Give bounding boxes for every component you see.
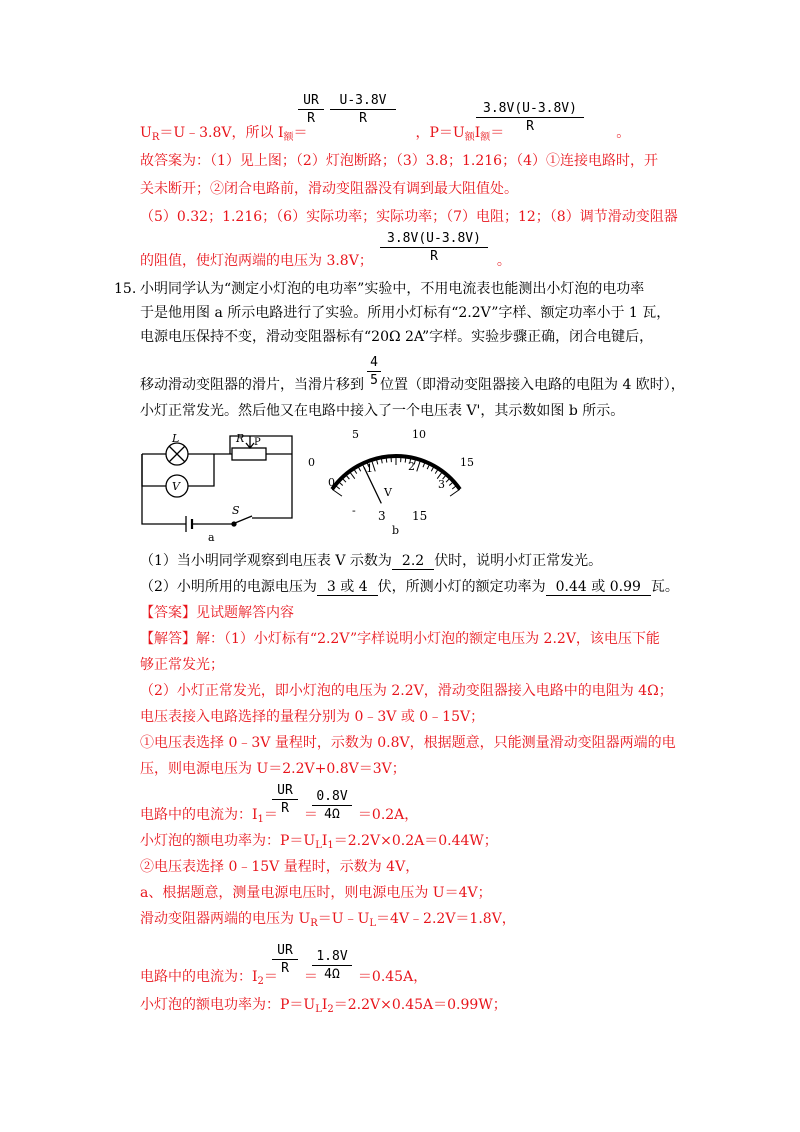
answer-tag: 【答案】见试题解答内容 xyxy=(140,605,294,621)
question-line-4 xyxy=(140,376,685,394)
frac-num: 3.8V(U-3.8V) xyxy=(483,101,577,116)
answer-line-3: （5）0.32；1.216；（6）实际功率；实际功率；（7）电阻；12；（8）调节滑动变阻器 xyxy=(140,209,678,225)
formula-line-1 xyxy=(140,124,630,147)
analysis-line-4: 电压表接入电路选择的量程分别为 0﹣3V 或 0﹣15V； xyxy=(140,709,485,725)
scale-top-5: 5 xyxy=(352,428,359,441)
text: ＝2.2V×0.2A＝0.44W； xyxy=(333,833,498,849)
answer-line-2: 关未断开；②闭合电路前，滑动变阻器没有调到最大阻值处。 xyxy=(140,181,518,197)
analysis-line-6: 压，则电源电压为 U＝2.2V+0.8V＝3V； xyxy=(140,761,406,777)
label-l: L xyxy=(172,432,180,445)
sub-question-1 xyxy=(140,552,602,570)
scale-top-15: 15 xyxy=(460,456,474,469)
frac-den: R xyxy=(281,801,289,816)
scale-bottom-2: 2 xyxy=(408,460,415,473)
text: I xyxy=(321,833,328,849)
analysis-line-3: （2）小灯正常发光，即小灯泡的电压为 2.2V，滑动变阻器接入电路中的电阻为 4Ω； xyxy=(140,683,673,699)
subscript: L xyxy=(315,1004,322,1015)
current-i2-line xyxy=(140,968,427,991)
sub-question-2 xyxy=(140,578,679,596)
analysis-line-2: 够正常发光； xyxy=(140,657,224,673)
text: ＝ xyxy=(263,807,278,823)
subscript: 2 xyxy=(257,976,264,987)
text: 位置（即滑动变阻器接入电路的电阻为 4 欧时）， xyxy=(380,377,685,393)
text: ，P＝U xyxy=(415,125,465,141)
question-line-3: 电源电压保持不变，滑动变阻器标有“20Ω 2A”字样。实验步骤正确，闭合电键后， xyxy=(140,329,654,345)
fraction-ur-over-r xyxy=(298,92,324,127)
text: 滑动变阻器两端的电压为 U xyxy=(140,911,311,927)
text: 伏时，说明小灯正常发光。 xyxy=(434,553,603,569)
question-line-5: 小灯正常发光。然后他又在电路中接入了一个电压表 V'，其示数如图 b 所示。 xyxy=(140,403,625,419)
text: 电路中的电流为：I xyxy=(140,807,258,823)
analysis-line-8: a、根据题意，测量电源电压时，则电源电压为 U＝4V； xyxy=(140,885,492,901)
text: 伏，所测小灯的额定功率为 xyxy=(377,579,546,595)
answer-blank-3: 0.44 或 0.99 xyxy=(546,579,651,596)
frac-num: UR xyxy=(303,93,319,108)
text: I xyxy=(321,997,328,1013)
question-line-1: 小明同学认为“测定小灯泡的电功率”实验中，不用电流表也能测出小灯泡的电功率 xyxy=(140,281,645,297)
text: ＝0.2A， xyxy=(357,807,419,823)
text: ＝0.45A， xyxy=(357,969,428,985)
label-v: V xyxy=(172,480,180,493)
frac-num: 4 xyxy=(370,355,378,370)
scale-top-0: 0 xyxy=(308,456,315,469)
text: ＝ xyxy=(303,969,318,985)
label-s: S xyxy=(232,504,240,517)
frac-den: R xyxy=(430,249,438,264)
frac-num: 3.8V(U-3.8V) xyxy=(387,231,481,246)
frac-num: UR xyxy=(277,943,293,958)
text: ＝U﹣U xyxy=(317,911,370,927)
text: 的阻值，使灯泡两端的电压为 3.8V； xyxy=(140,253,373,269)
question-number: 15. xyxy=(114,281,137,297)
power-p1-line xyxy=(140,832,498,855)
frac-den: R xyxy=(359,111,367,126)
text: ＝4V﹣2.2V＝1.8V， xyxy=(376,911,516,927)
frac-den: R xyxy=(307,111,315,126)
text: （2）小明所用的电源电压为 xyxy=(140,579,317,595)
text: ＝U﹣3.8V，所以 I xyxy=(159,125,284,141)
answer-line-4 xyxy=(140,252,511,270)
text: ＝ xyxy=(293,125,308,141)
analysis-line-7: ②电压表选择 0﹣15V 量程时，示数为 4V， xyxy=(140,859,420,875)
subscript: R xyxy=(310,918,318,929)
subscript: L xyxy=(369,918,377,929)
analysis-line-5: ①电压表选择 0﹣3V 量程时，示数为 0.8V，根据题意，只能测量滑动变阻器两端的电 xyxy=(140,735,676,751)
subscript: 额 xyxy=(283,132,294,143)
caption-b: b xyxy=(392,524,400,537)
frac-den: 4Ω xyxy=(324,807,340,822)
subscript: 1 xyxy=(327,840,334,851)
frac-den: 5 xyxy=(370,373,378,388)
label-p: P xyxy=(254,437,261,448)
text: 移动滑动变阻器的滑片，当滑片移到 xyxy=(140,377,364,393)
text: ＝ xyxy=(303,807,318,823)
text: ＝ xyxy=(263,969,278,985)
terminal-3: 3 xyxy=(378,509,386,523)
frac-num: 0.8V xyxy=(316,789,348,804)
terminal-minus: - xyxy=(352,504,356,517)
text: 小灯泡的额电功率为：P＝U xyxy=(140,997,316,1013)
scale-bottom-1: 1 xyxy=(366,462,373,475)
text: 瓦。 xyxy=(650,579,679,595)
fraction-u-minus-38-over-r xyxy=(330,92,396,127)
text: 电路中的电流为：I xyxy=(140,969,258,985)
scale-bottom-0: 0 xyxy=(328,476,335,489)
label-r: R xyxy=(236,432,245,445)
power-p2-line xyxy=(140,996,507,1019)
terminal-15: 15 xyxy=(412,509,428,523)
frac-den: 4Ω xyxy=(324,967,340,982)
subscript: R xyxy=(151,132,160,143)
current-i1-line xyxy=(140,806,418,829)
answer-line-1: 故答案为：（1）见上图；（2）灯泡断路；（3）3.8；1.216；（4）①连接电路时，开 xyxy=(140,153,658,169)
frac-den: R xyxy=(281,961,289,976)
subscript: 额 xyxy=(464,132,475,143)
frac-num: U-3.8V xyxy=(339,93,387,108)
text: 小灯泡的额电功率为：P＝U xyxy=(140,833,316,849)
answer-blank-1: 2.2 xyxy=(392,553,434,570)
text: ＝ xyxy=(490,125,505,141)
subscript: 额 xyxy=(480,132,491,143)
caption-a: a xyxy=(208,531,215,544)
analysis-line-1: 【解答】解：（1）小灯标有“2.2V”字样说明小灯泡的额定电压为 2.2V，该电压下能 xyxy=(140,631,660,647)
subscript: 2 xyxy=(327,1004,334,1015)
text: （1）当小明同学观察到电压表 V 示数为 xyxy=(140,553,392,569)
answer-blank-2: 3 或 4 xyxy=(317,579,378,596)
voltmeter-dial-b xyxy=(304,424,484,540)
question-line-2: 于是他用图 a 所示电路进行了实验。所用小灯标有“2.2V”字样、额定功率小于 1 瓦， xyxy=(140,305,671,321)
dial-tick xyxy=(450,489,460,496)
subscript: 1 xyxy=(257,814,264,825)
frac-num: UR xyxy=(277,783,293,798)
circuit-diagram-a xyxy=(136,428,301,544)
text: U xyxy=(140,125,152,141)
frac-num: 1.8V xyxy=(316,949,348,964)
text: 。 xyxy=(616,125,631,141)
scale-top-10: 10 xyxy=(412,428,426,441)
text: I xyxy=(474,125,481,141)
subscript: L xyxy=(315,840,322,851)
text: ＝2.2V×0.45A＝0.99W； xyxy=(333,997,507,1013)
scale-bottom-3: 3 xyxy=(438,478,445,491)
label-v-dial: V xyxy=(384,486,392,499)
text: 。 xyxy=(496,253,511,269)
frac-den: R xyxy=(526,119,534,134)
rheostat-voltage-line xyxy=(140,910,516,933)
